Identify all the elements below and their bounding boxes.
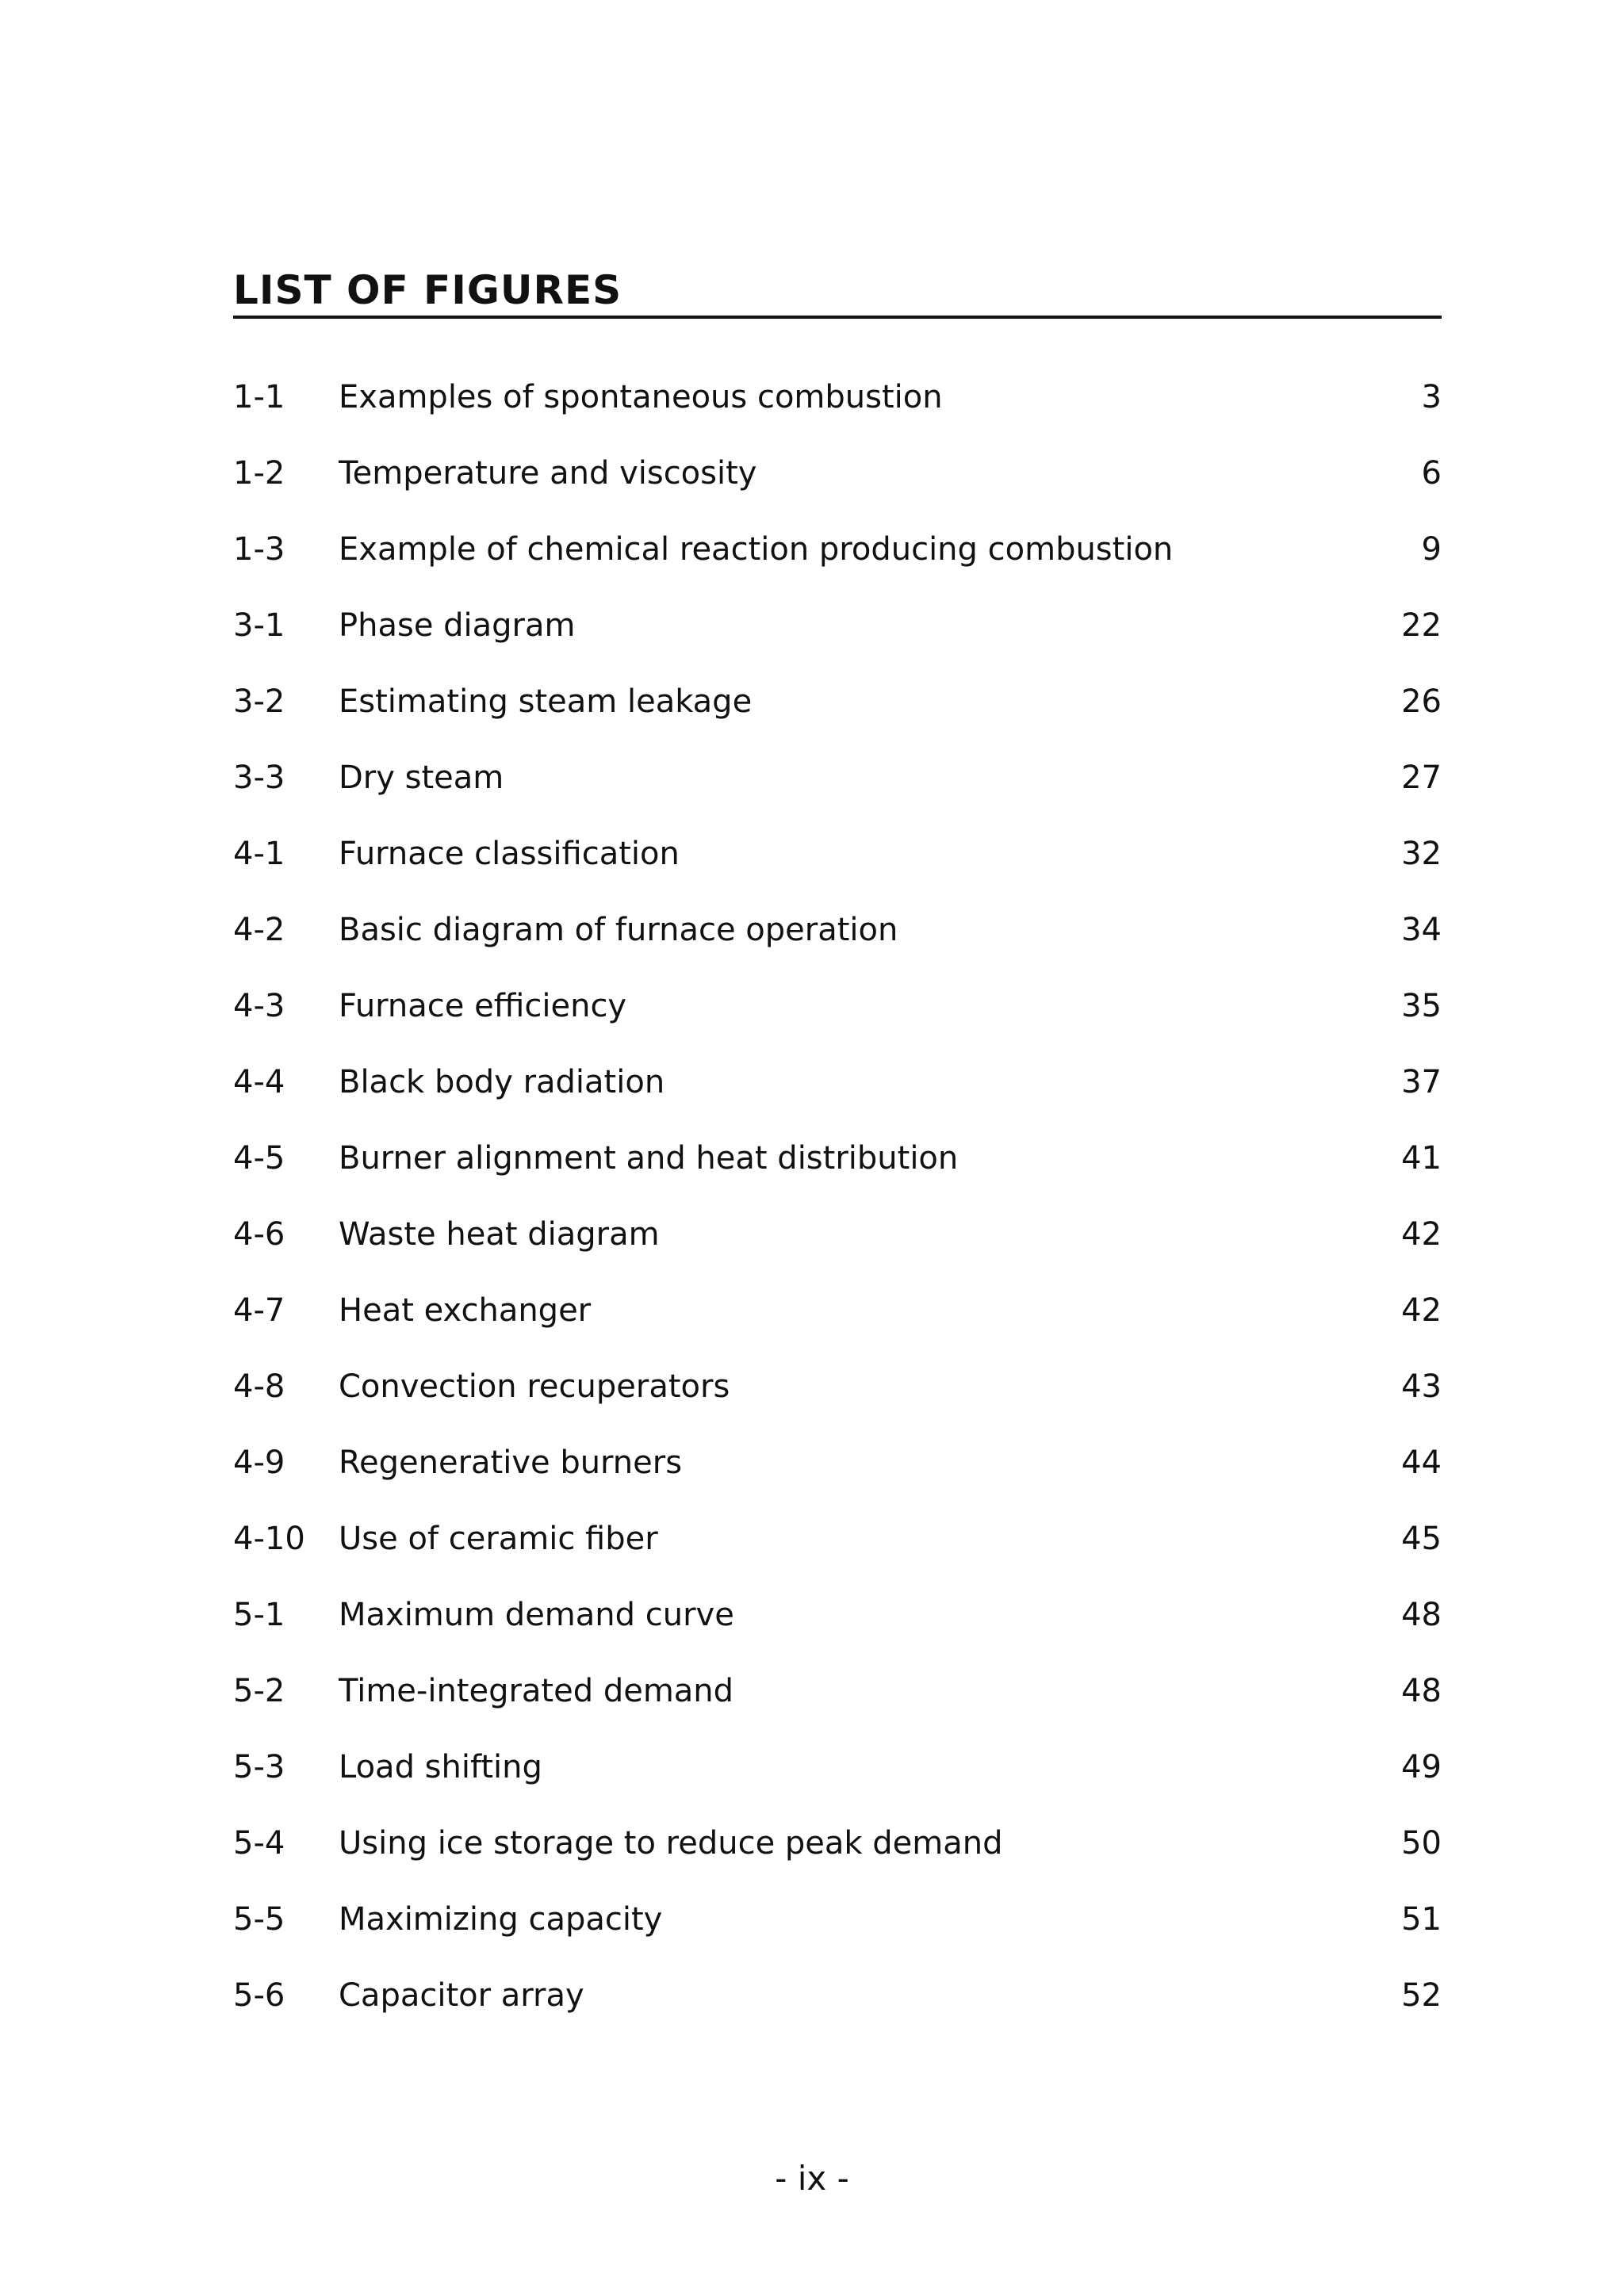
figure-page-number: 22 [1401,607,1442,644]
figure-title: Example of chemical reaction producing combustion [339,531,1174,568]
figure-page-number: 37 [1401,1064,1442,1100]
figure-number: 5-5 [233,1901,285,1938]
figure-title: Temperature and viscosity [339,455,757,492]
figure-number: 4-1 [233,836,285,872]
figure-number: 5-3 [233,1749,285,1785]
figure-title: Basic diagram of furnace operation [339,912,898,948]
figure-page-number: 26 [1401,683,1442,720]
figure-page-number: 48 [1401,1673,1442,1709]
figure-title: Estimating steam leakage [339,683,753,720]
list-item [233,1805,1442,1881]
figure-title: Time-integrated demand [339,1673,734,1709]
list-item [233,1272,1442,1349]
page-number: - ix - [775,2159,849,2198]
figure-title: Load shifting [339,1749,542,1785]
figure-page-number: 45 [1401,1521,1442,1557]
list-item [233,1425,1442,1501]
list-item [233,511,1442,587]
list-item [233,1729,1442,1805]
figure-number: 4-10 [233,1521,305,1557]
figure-title: Using ice storage to reduce peak demand [339,1825,1003,1862]
figure-number: 3-3 [233,760,285,796]
figure-page-number: 3 [1421,379,1442,415]
figure-title: Burner alignment and heat distribution [339,1140,959,1177]
figure-number: 4-6 [233,1216,285,1253]
figure-number: 4-2 [233,912,285,948]
list-item [233,1881,1442,1957]
list-item [233,1501,1442,1577]
list-item [233,1120,1442,1196]
list-item [233,587,1442,664]
figure-page-number: 42 [1401,1292,1442,1329]
figure-page-number: 6 [1421,455,1442,492]
figure-page-number: 42 [1401,1216,1442,1253]
list-item [233,1653,1442,1729]
figure-page-number: 48 [1401,1597,1442,1633]
figure-number: 4-3 [233,988,285,1024]
figure-title: Convection recuperators [339,1368,730,1405]
figure-number: 1-3 [233,531,285,568]
list-item [233,740,1442,816]
figure-title: Heat exchanger [339,1292,592,1329]
figure-page-number: 49 [1401,1749,1442,1785]
figure-page-number: 35 [1401,988,1442,1024]
figure-title: Maximum demand curve [339,1597,734,1633]
figure-page-number: 44 [1401,1445,1442,1481]
figure-title: Dry steam [339,760,504,796]
figure-title: Use of ceramic fiber [339,1521,658,1557]
figure-number: 5-1 [233,1597,285,1633]
figure-number: 4-8 [233,1368,285,1405]
figure-title: Capacitor array [339,1977,584,2014]
figure-number: 1-1 [233,379,285,415]
figure-title: Regenerative burners [339,1445,683,1481]
figure-page-number: 51 [1401,1901,1442,1938]
list-item [233,1349,1442,1425]
figure-number: 5-2 [233,1673,285,1709]
list-item [233,1196,1442,1272]
figure-number: 5-4 [233,1825,285,1862]
figure-page-number: 32 [1401,836,1442,872]
figure-number: 4-9 [233,1445,285,1481]
list-item [233,435,1442,511]
figure-page-number: 27 [1401,760,1442,796]
figure-number: 1-2 [233,455,285,492]
figure-number: 4-7 [233,1292,285,1329]
figure-title: Furnace efficiency [339,988,627,1024]
list-item [233,968,1442,1044]
figure-page-number: 41 [1401,1140,1442,1177]
figure-title: Waste heat diagram [339,1216,660,1253]
list-item [233,816,1442,892]
figure-page-number: 43 [1401,1368,1442,1405]
figure-title: Maximizing capacity [339,1901,663,1938]
figure-list [233,359,1442,2034]
figure-number: 5-6 [233,1977,285,2014]
figure-number: 4-5 [233,1140,285,1177]
list-item [233,1577,1442,1653]
page-title: LIST OF FIGURES [233,262,1442,319]
figure-title: Examples of spontaneous combustion [339,379,943,415]
list-item [233,892,1442,968]
figure-number: 3-2 [233,683,285,720]
list-item [233,359,1442,435]
figure-title: Black body radiation [339,1064,665,1100]
figure-number: 3-1 [233,607,285,644]
figure-page-number: 52 [1401,1977,1442,2014]
figure-page-number: 34 [1401,912,1442,948]
list-item [233,1957,1442,2034]
figure-page-number: 50 [1401,1825,1442,1862]
list-item [233,664,1442,740]
figure-number: 4-4 [233,1064,285,1100]
figure-page-number: 9 [1421,531,1442,568]
figure-title: Phase diagram [339,607,576,644]
list-item [233,1044,1442,1120]
figure-title: Furnace classification [339,836,680,872]
